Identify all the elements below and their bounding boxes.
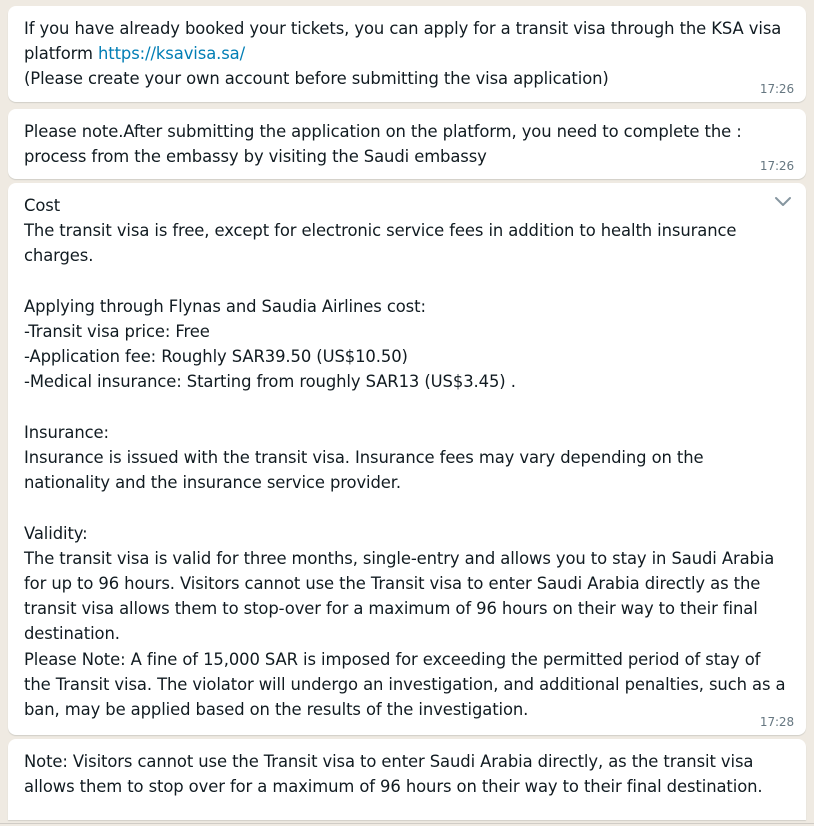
divider (0, 823, 814, 824)
message-text-part: (Please create your own account before submitting the visa application) (24, 69, 609, 89)
message-timestamp: 17:26 (759, 82, 794, 96)
message-text: Cost The transit visa is free, except for electronic service fees in addition to health insurance charges. Applying through Flynas and Saudia Airlines cost: -Transit visa price: Free -Application fee: Roughly SAR39.50 (US$10.50) -Medical insurance: Starting from roughly SAR13 (US$3.45) . Insurance: Insurance is issued with the transit visa. Insurance fees may vary depending on the nationality and the insurance service provider. Validity: The transit visa is valid for three months, single-entry and allows you to stay in Saudi Arabia for up to 96 hours. Visitors cannot use the Transit visa to enter Saudi Arabia directly as the transit visa allows them to stop-over for a maximum of 96 hours on their way to their final destination. Please Note: A fine of 15,000 SAR is imposed for exceeding the permitted period of stay of the Transit visa. The violator will undergo an investigation, and additional penalties, such as a ban, may be applied based on the results of the investigation. (24, 196, 786, 720)
message-text-part: If you have already booked your tickets, you can apply for a transit visa through the KSA visa platform (24, 19, 787, 64)
message-bubble[interactable] (8, 109, 806, 179)
message-bubble[interactable] (8, 183, 806, 735)
message-timestamp: 17:26 (759, 159, 794, 173)
message-text: Please note.After submitting the application on the platform, you need to complete the : process from the embassy by visiting the Saudi embassy (24, 122, 742, 167)
chevron-down-icon[interactable] (774, 195, 792, 209)
ksavisa-link[interactable]: https://ksavisa.sa/ (97, 44, 246, 64)
chat-message-list[interactable] (8, 6, 806, 820)
message-bubble[interactable] (8, 739, 806, 820)
message-text: Note: Visitors cannot use the Transit visa to enter Saudi Arabia directly, as the transit visa allows them to stop over for a maximum of 96 hours on their way to their final destination. (24, 752, 763, 797)
message-bubble[interactable] (8, 6, 806, 102)
message-text (24, 16, 790, 92)
message-timestamp: 17:28 (759, 715, 794, 729)
